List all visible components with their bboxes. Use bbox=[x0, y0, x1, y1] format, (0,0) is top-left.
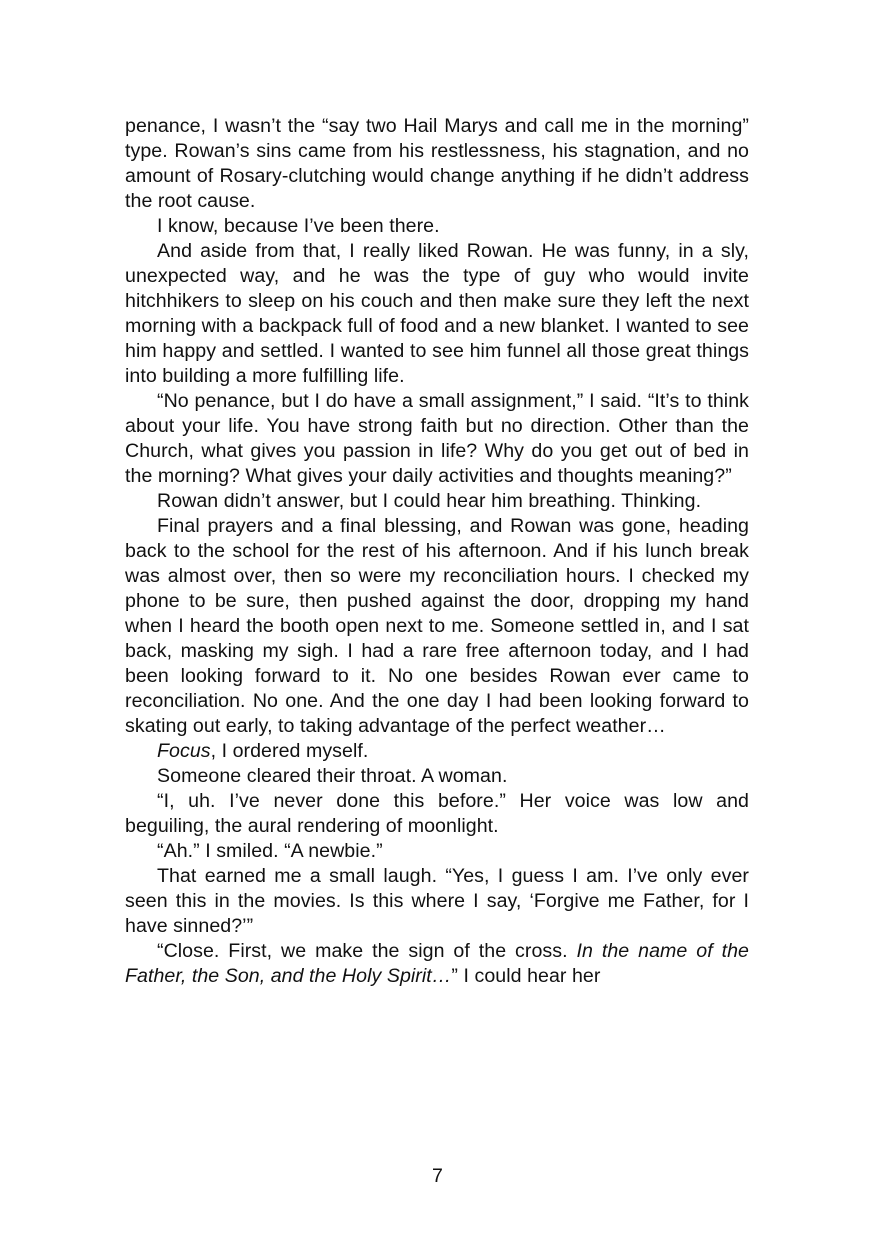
paragraph bbox=[125, 114, 749, 214]
paragraph bbox=[125, 514, 749, 739]
paragraph-text: Rowan didn’t answer, but I could hear him breathing. Thinking. bbox=[157, 490, 702, 512]
paragraph bbox=[125, 839, 749, 864]
paragraph-text: penance, I wasn’t the “say two Hail Marys and call me in the morning” type. Rowan’s sins came from his restlessness, his stagnation, and no amount of Rosary-clutching would change anything if he didn’t address the root cause. bbox=[125, 115, 749, 212]
paragraph bbox=[125, 389, 749, 489]
paragraph-text: “Close. First, we make the sign of the cross. bbox=[157, 940, 577, 962]
italic-prayer: In the name of the Father, the Son, and the Holy Spirit… bbox=[125, 940, 749, 987]
paragraph-text: ” I could hear her bbox=[451, 965, 601, 987]
paragraph bbox=[125, 939, 749, 989]
paragraph bbox=[125, 764, 749, 789]
paragraph-text: Final prayers and a final blessing, and Rowan was gone, heading back to the school for the rest of his afternoon. And if his lunch break was almost over, then so were my reconciliation hours. I checked my phone to be sure, then pushed against the door, dropping my hand when I heard the booth open next to me. Someone settled in, and I sat back, masking my sigh. I had a rare free afternoon today, and I had been looking forward to it. No one besides Rowan ever came to reconciliation. No one. And the one day I had been looking forward to skating out early, to taking advantage of the perfect weather… bbox=[125, 515, 749, 737]
paragraph-text: “No penance, but I do have a small assignment,” I said. “It’s to think about your life. You have strong faith but no direction. Other than the Church, what gives you passion in life? Why do you get out of bed in the morning? What gives your daily activities and thoughts meaning?” bbox=[125, 390, 749, 487]
paragraph-text: , I ordered myself. bbox=[210, 740, 369, 762]
paragraph-text: I know, because I’ve been there. bbox=[157, 215, 440, 237]
paragraph bbox=[125, 739, 749, 764]
paragraph-text: And aside from that, I really liked Rowan. He was funny, in a sly, unexpected way, and he was the type of guy who would invite hitchhikers to sleep on his couch and then make sure they left the next morning with a backpack full of food and a new blanket. I wanted to see him happy and settled. I wanted to see him funnel all those great things into building a more fulfilling life. bbox=[125, 240, 749, 387]
paragraph-text: “Ah.” I smiled. “A newbie.” bbox=[157, 840, 383, 862]
page-number: 7 bbox=[432, 1165, 443, 1187]
paragraph bbox=[125, 789, 749, 839]
paragraph-text: “I, uh. I’ve never done this before.” Her voice was low and beguiling, the aural rendering of moonlight. bbox=[125, 790, 749, 837]
paragraph bbox=[125, 214, 749, 239]
paragraph bbox=[125, 239, 749, 389]
paragraph bbox=[125, 489, 749, 514]
italic-emphasis: Focus bbox=[157, 740, 211, 762]
page-body bbox=[125, 114, 749, 989]
paragraph-text: Someone cleared their throat. A woman. bbox=[157, 765, 508, 787]
paragraph bbox=[125, 864, 749, 939]
paragraph-text: That earned me a small laugh. “Yes, I guess I am. I’ve only ever seen this in the movies. Is this where I say, ‘Forgive me Father, for I have sinned?’” bbox=[125, 865, 749, 937]
